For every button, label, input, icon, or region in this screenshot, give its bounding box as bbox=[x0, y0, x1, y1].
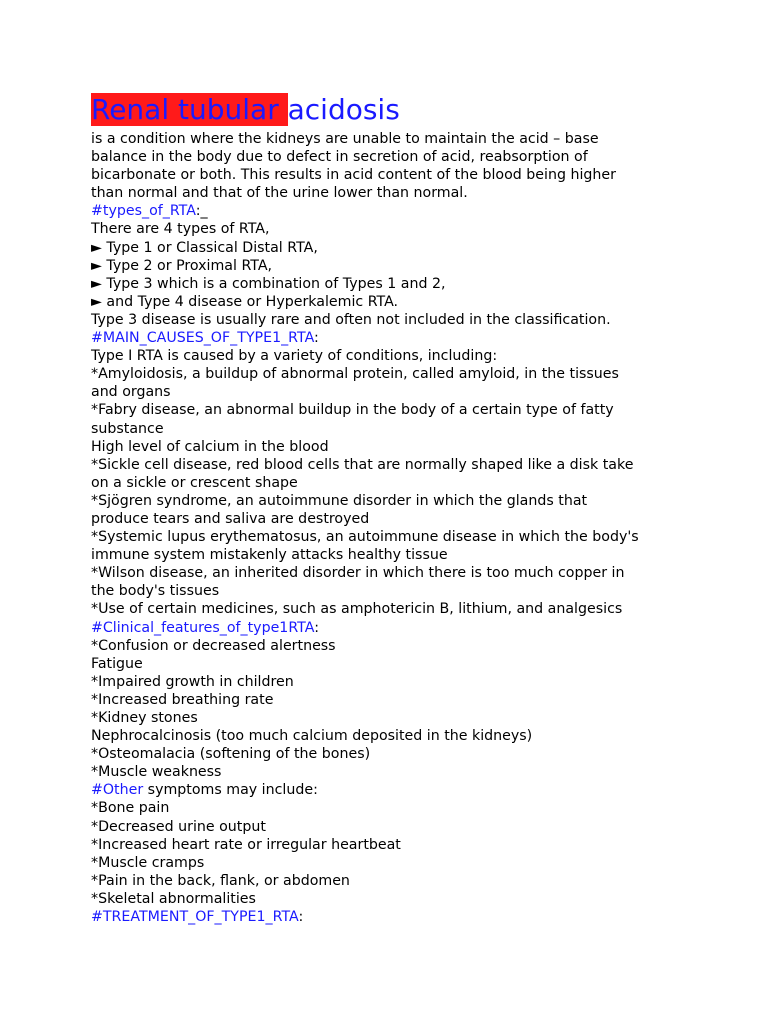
clinical-line: *Impaired growth in children bbox=[91, 673, 294, 690]
causes-line: *Amyloidosis, a buildup of abnormal protein, called amyloid, in the tissues bbox=[91, 366, 619, 383]
causes-line: immune system mistakenly attacks healthy tissue bbox=[91, 547, 448, 564]
clinical-line: *Muscle weakness bbox=[91, 764, 222, 781]
other-section bbox=[91, 781, 731, 908]
causes-line: High level of calcium in the blood bbox=[91, 438, 329, 455]
clinical-line: Nephrocalcinosis (too much calcium deposited in the kidneys) bbox=[91, 728, 533, 745]
causes-line: *Use of certain medicines, such as amphotericin B, lithium, and analgesics bbox=[91, 601, 623, 618]
causes-line: *Sickle cell disease, red blood cells that are normally shaped like a disk take bbox=[91, 456, 634, 473]
types-heading-suffix: :_ bbox=[195, 203, 208, 220]
document-page bbox=[91, 92, 731, 926]
other-line: *Muscle cramps bbox=[91, 854, 205, 871]
page-title bbox=[91, 92, 731, 128]
title-highlight: Renal tubular bbox=[91, 93, 288, 126]
other-heading bbox=[91, 781, 731, 799]
treatment-heading-suffix: : bbox=[298, 909, 304, 926]
causes-hashtag-link[interactable]: #MAIN_CAUSES_OF_TYPE1_RTA bbox=[91, 330, 315, 347]
causes-line: the body's tissues bbox=[91, 583, 220, 600]
treatment-heading bbox=[91, 908, 731, 926]
causes-section bbox=[91, 329, 731, 619]
intro-line: is a condition where the kidneys are unable to maintain the acid – base bbox=[91, 131, 599, 147]
causes-heading-suffix: : bbox=[314, 330, 319, 347]
other-line: *Bone pain bbox=[91, 800, 170, 817]
causes-line: substance bbox=[91, 420, 164, 437]
clinical-heading-suffix: : bbox=[314, 619, 319, 636]
causes-line: *Wilson disease, an inherited disorder in which there is too much copper in bbox=[91, 565, 625, 582]
causes-line: *Fabry disease, an abnormal buildup in the body of a certain type of fatty bbox=[91, 402, 614, 419]
causes-line: *Sjögren syndrome, an autoimmune disorder in which the glands that bbox=[91, 492, 588, 509]
clinical-heading bbox=[91, 619, 731, 637]
types-line: Type 3 disease is usually rare and often not included in the classification. bbox=[91, 311, 611, 328]
other-line: *Skeletal abnormalities bbox=[91, 890, 256, 907]
causes-heading bbox=[91, 329, 731, 347]
intro-line: bicarbonate or both. This results in acid content of the blood being higher bbox=[91, 167, 616, 184]
types-line: ► Type 3 which is a combination of Types 1 and 2, bbox=[91, 275, 446, 292]
other-line: *Decreased urine output bbox=[91, 818, 266, 835]
types-line: ► Type 1 or Classical Distal RTA, bbox=[91, 239, 318, 256]
treatment-hashtag-link[interactable]: #TREATMENT_OF_TYPE1_RTA bbox=[91, 909, 299, 926]
other-line: *Pain in the back, flank, or abdomen bbox=[91, 872, 350, 889]
clinical-line: *Confusion or decreased alertness bbox=[91, 637, 336, 654]
clinical-line: *Increased breathing rate bbox=[91, 691, 274, 708]
other-hashtag-link[interactable]: #Other bbox=[91, 782, 144, 799]
causes-line: and organs bbox=[91, 384, 171, 401]
types-line: There are 4 types of RTA, bbox=[91, 221, 270, 238]
types-hashtag-link[interactable]: #types_of_RTA bbox=[91, 203, 196, 220]
other-heading-suffix: symptoms may include: bbox=[143, 782, 318, 799]
causes-line: *Systemic lupus erythematosus, an autoimmune disease in which the body's bbox=[91, 529, 639, 546]
intro-line: than normal and that of the urine lower than normal. bbox=[91, 185, 468, 202]
clinical-line: Fatigue bbox=[91, 655, 143, 672]
intro-paragraph bbox=[91, 130, 731, 202]
clinical-line: *Osteomalacia (softening of the bones) bbox=[91, 746, 371, 763]
causes-line: Type I RTA is caused by a variety of conditions, including: bbox=[91, 348, 498, 365]
types-heading bbox=[91, 202, 731, 220]
treatment-section bbox=[91, 908, 731, 926]
types-line: ► Type 2 or Proximal RTA, bbox=[91, 257, 273, 274]
intro-line: balance in the body due to defect in secretion of acid, reabsorption of bbox=[91, 149, 588, 166]
clinical-section bbox=[91, 619, 731, 782]
clinical-hashtag-link[interactable]: #Clinical_features_of_type1RTA bbox=[91, 619, 315, 636]
other-line: *Increased heart rate or irregular heartbeat bbox=[91, 836, 401, 853]
clinical-line: *Kidney stones bbox=[91, 710, 198, 726]
types-section bbox=[91, 202, 731, 329]
causes-line: produce tears and saliva are destroyed bbox=[91, 510, 370, 527]
causes-line: on a sickle or crescent shape bbox=[91, 474, 298, 491]
types-line: ► and Type 4 disease or Hyperkalemic RTA. bbox=[91, 293, 399, 310]
title-rest: acidosis bbox=[287, 93, 400, 126]
